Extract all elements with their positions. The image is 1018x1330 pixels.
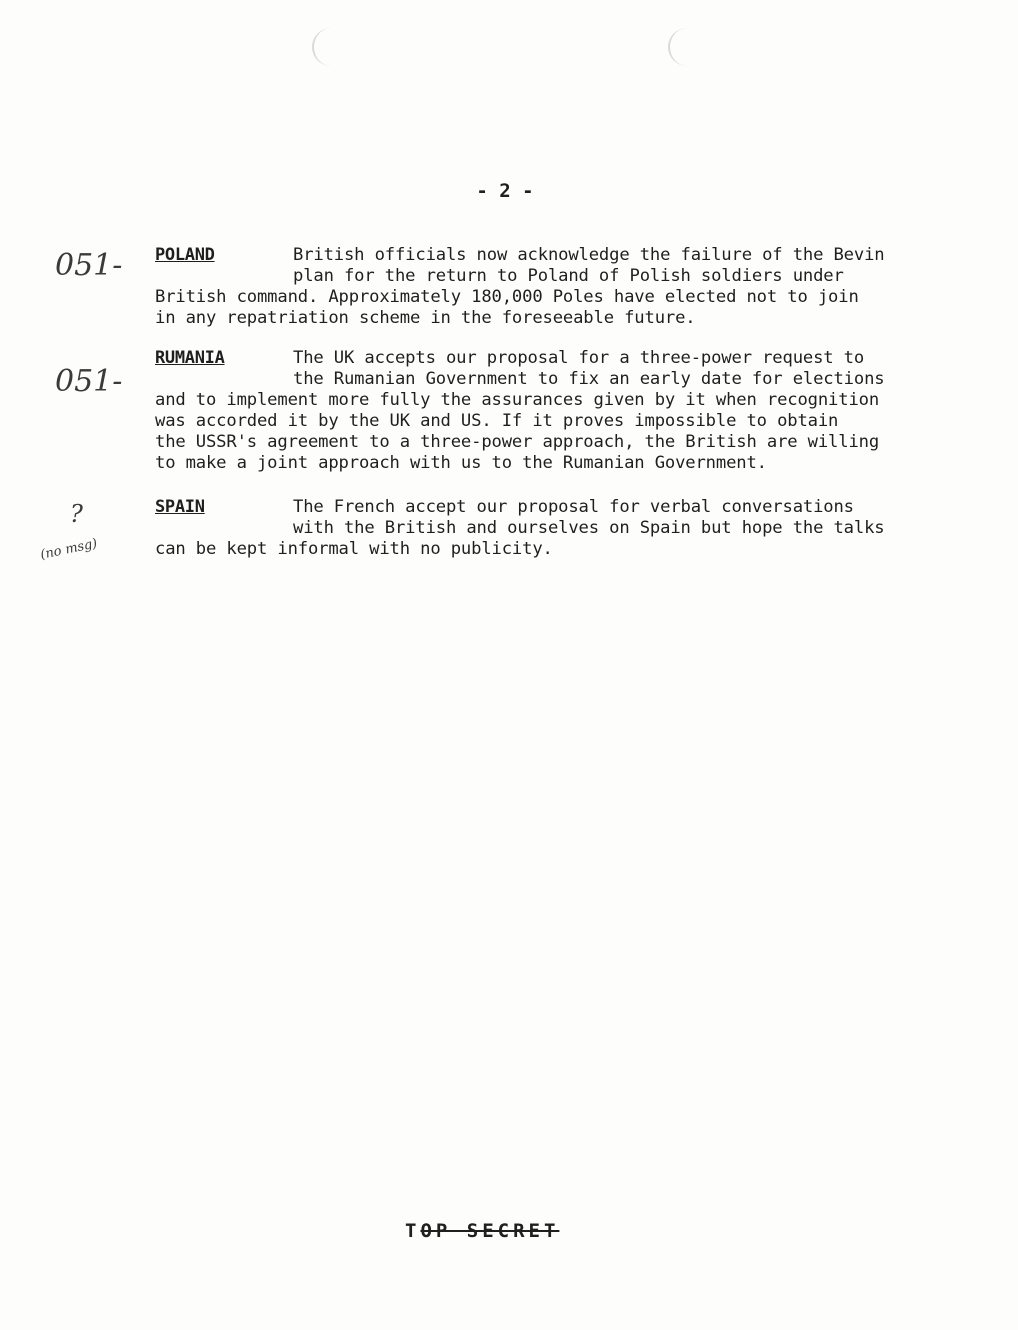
margin-note-poland: 051- <box>55 248 123 283</box>
classification-struck-text: OP SECRET <box>420 1220 560 1242</box>
paragraph-line: with the British and ourselves on Spain but hope the talks <box>293 518 885 538</box>
paragraph-line: was accorded it by the UK and US. If it proves impossible to obtain <box>155 411 839 431</box>
paragraph-line: in any repatriation scheme in the foreseeable future. <box>155 308 696 328</box>
paragraph-line: and to implement more fully the assurances given by it when recognition <box>155 390 880 410</box>
margin-note-spain-2: (no msg) <box>39 536 99 563</box>
paragraph-line: to make a joint approach with us to the Rumanian Government. <box>155 453 767 473</box>
paragraph-line: the USSR's agreement to a three-power approach, the British are willing <box>155 432 880 452</box>
section-heading: POLAND <box>155 245 215 265</box>
section-heading: SPAIN <box>155 497 205 517</box>
punch-hole-mark <box>668 28 706 66</box>
paragraph-line: British command. Approximately 180,000 Poles have elected not to join <box>155 287 859 307</box>
classification-mark <box>405 1220 559 1242</box>
paragraph-line: The French accept our proposal for verbal conversations <box>293 497 854 517</box>
page-number: - 2 - <box>476 180 534 202</box>
margin-note-spain: ? <box>70 500 83 528</box>
punch-hole-mark <box>312 28 350 66</box>
paragraph-line: The UK accepts our proposal for a three-power request to <box>293 348 865 368</box>
paragraph-line: plan for the return to Poland of Polish soldiers under <box>293 266 844 286</box>
paragraph-line: the Rumanian Government to fix an early date for elections <box>293 369 885 389</box>
section-heading: RUMANIA <box>155 348 225 368</box>
classification-first-letter: T <box>405 1220 421 1242</box>
paragraph-line: British officials now acknowledge the failure of the Bevin <box>293 245 885 265</box>
margin-note-rumania: 051- <box>55 364 123 399</box>
paragraph-line: can be kept informal with no publicity. <box>155 539 553 559</box>
